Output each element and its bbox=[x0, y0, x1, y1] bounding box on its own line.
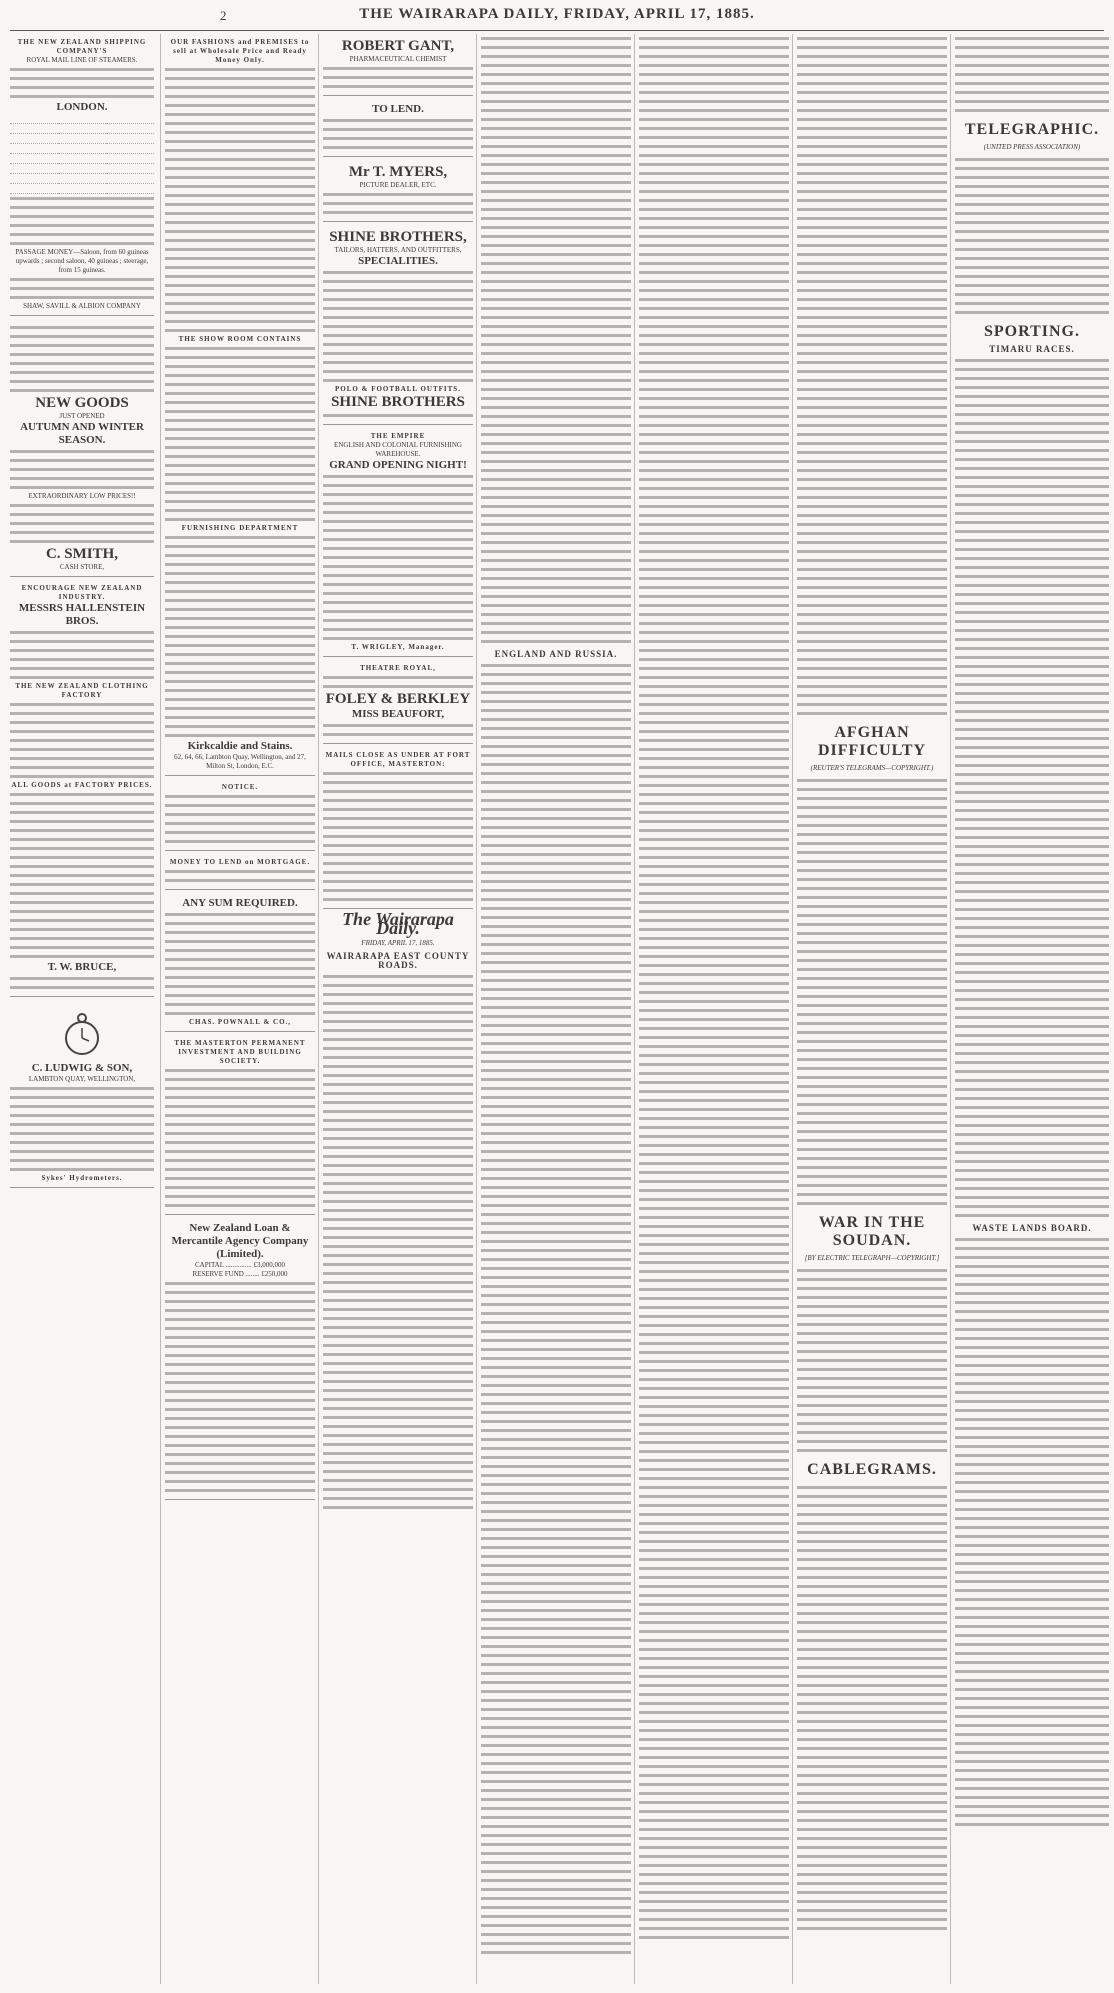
text-block bbox=[323, 721, 473, 739]
mails-heading: MAILS CLOSE AS UNDER AT FORT OFFICE, MASTERTON: bbox=[325, 751, 471, 768]
column-4 bbox=[476, 34, 631, 1984]
theatre-ad bbox=[323, 660, 473, 744]
text-block bbox=[165, 910, 315, 1018]
text-block bbox=[323, 472, 473, 643]
cablegrams-heading: CABLEGRAMS. bbox=[807, 1461, 937, 1478]
sporting-heading: SPORTING. bbox=[983, 323, 1080, 340]
text-block bbox=[10, 501, 154, 546]
text-block bbox=[10, 323, 154, 395]
text-block bbox=[323, 190, 473, 217]
england-russia-heading: ENGLAND AND RUSSIA. bbox=[494, 649, 618, 659]
shipping-ad bbox=[10, 34, 154, 316]
polo-heading: POLO & FOOTBALL OUTFITS. bbox=[335, 385, 461, 393]
wrigley-manager: T. WRIGLEY, Manager. bbox=[351, 643, 445, 651]
article-text bbox=[955, 1235, 1109, 1829]
myers-subtitle: PICTURE DEALER, ETC. bbox=[359, 181, 437, 189]
page-number: 2 bbox=[220, 8, 227, 23]
agents: SHAW, SAVILL & ALBION COMPANY bbox=[23, 302, 141, 310]
encourage-heading: ENCOURAGE NEW ZEALAND INDUSTRY. bbox=[21, 584, 143, 601]
telegraphic-subheading: (UNITED PRESS ASSOCIATION) bbox=[983, 143, 1081, 151]
war-heading: WAR IN THE SOUDAN. bbox=[818, 1214, 926, 1249]
grand-opening: GRAND OPENING NIGHT! bbox=[329, 459, 467, 471]
ludwig-name: C. LUDWIG & SON, bbox=[31, 1062, 133, 1074]
text-block bbox=[165, 792, 315, 846]
smith-title: C. SMITH, bbox=[45, 546, 119, 562]
empire-ad bbox=[323, 428, 473, 657]
text-block bbox=[165, 344, 315, 524]
shine-name-2: SHINE BROTHERS bbox=[331, 394, 465, 410]
empire-heading: THE EMPIRE bbox=[370, 432, 426, 440]
text-block bbox=[323, 268, 473, 385]
column-6 bbox=[792, 34, 947, 1984]
text-block bbox=[10, 628, 154, 682]
chas-pownall: CHAS. POWNALL & CO., bbox=[188, 1018, 292, 1026]
notice-heading: NOTICE. bbox=[221, 783, 259, 791]
text-block bbox=[10, 790, 154, 961]
text-block bbox=[165, 867, 315, 885]
fashions-heading: OUR FASHIONS and PREMISES to sell at Wholesale Price and Ready Money Only. bbox=[170, 38, 310, 64]
text-block bbox=[10, 275, 154, 302]
text-block bbox=[165, 1279, 315, 1495]
text-block bbox=[323, 64, 473, 91]
afghan-subheading: (REUTER'S TELEGRAMS—COPYRIGHT.) bbox=[810, 764, 934, 772]
investment-heading: THE MASTERTON PERMANENT INVESTMENT AND BUILDING SOCIETY. bbox=[174, 1039, 306, 1065]
reserve-fund: RESERVE FUND ........ £250,000 bbox=[192, 1270, 288, 1278]
myers-ad bbox=[323, 160, 473, 222]
any-sum-heading: ANY SUM REQUIRED. bbox=[182, 897, 298, 909]
telegraphic-heading: TELEGRAPHIC. bbox=[964, 121, 1100, 138]
text-block bbox=[10, 447, 154, 492]
masthead-rule bbox=[10, 30, 1104, 31]
column-3 bbox=[318, 34, 473, 1984]
text-block bbox=[10, 974, 154, 992]
article-text bbox=[639, 34, 789, 1942]
specialities: SPECIALITIES. bbox=[358, 255, 438, 267]
ludwig-address: LAMBTON QUAY, WELLINGTON, bbox=[28, 1075, 136, 1083]
to-lend-heading: TO LEND. bbox=[372, 103, 424, 115]
furnishing-heading: FURNISHING DEPARTMENT bbox=[181, 524, 299, 532]
theatre-heading: THEATRE ROYAL, bbox=[360, 664, 436, 672]
article-text bbox=[955, 34, 1109, 115]
afghan-heading: AFGHAN DIFFICULTY bbox=[817, 724, 927, 759]
shine-subtitle: TAILORS, HATTERS, AND OUTFITTERS, bbox=[334, 246, 462, 254]
sykes-hydrometers: Sykes' Hydrometers. bbox=[41, 1174, 123, 1182]
column-5 bbox=[634, 34, 789, 1984]
shine-name: SHINE BROTHERS, bbox=[329, 229, 467, 245]
hallenstein-ad bbox=[10, 580, 154, 997]
column-1 bbox=[10, 34, 154, 1984]
editorial-date: FRIDAY, APRIL 17, 1885. bbox=[361, 939, 435, 947]
shipping-subheading: ROYAL MAIL LINE OF STEAMERS. bbox=[26, 56, 138, 64]
text-block bbox=[323, 116, 473, 152]
text-block bbox=[323, 769, 473, 904]
article-text bbox=[481, 34, 631, 646]
article-text bbox=[955, 155, 1109, 317]
miss-beaufort: MISS BEAUFORT, bbox=[351, 708, 445, 720]
editorial-text bbox=[323, 972, 473, 1512]
gant-subtitle: PHARMACEUTICAL CHEMIST bbox=[349, 55, 447, 63]
smith-subtitle: CASH STORE, bbox=[59, 563, 105, 571]
money-lend-heading: MONEY TO LEND on MORTGAGE. bbox=[169, 858, 311, 866]
kirkcaldie-name: Kirkcaldie and Stains. bbox=[187, 740, 293, 752]
ludwig-ad bbox=[10, 1000, 154, 1188]
investment-ad bbox=[165, 1035, 315, 1215]
text-block bbox=[10, 194, 154, 248]
loan-agency-ad bbox=[165, 1218, 315, 1500]
new-goods-subtitle: JUST OPENED bbox=[59, 412, 105, 420]
pocket-watch-icon bbox=[62, 1008, 102, 1058]
season: AUTUMN AND WINTER SEASON. bbox=[20, 421, 144, 446]
new-goods-ad bbox=[10, 319, 154, 577]
article-text bbox=[481, 661, 631, 1957]
capital: CAPITAL ............... £3,000,000 bbox=[195, 1261, 285, 1269]
low-prices: EXTRAORDINARY LOW PRICES!! bbox=[28, 492, 136, 500]
text-block bbox=[165, 533, 315, 740]
show-room-heading: THE SHOW ROOM CONTAINS bbox=[178, 335, 302, 343]
article-text bbox=[797, 1266, 947, 1455]
bruce-name: T. W. BRUCE, bbox=[47, 961, 117, 973]
sailing-table bbox=[10, 114, 154, 194]
loan-heading: New Zealand Loan & Mercantile Agency Company (Limited). bbox=[171, 1222, 309, 1260]
waste-lands-heading: WASTE LANDS BOARD. bbox=[972, 1223, 1092, 1233]
kirkcaldie-address: 62, 64, 66, Lambton Quay, Wellington, and 27, Milton St, London, E.C. bbox=[174, 753, 306, 770]
myers-name: Mr T. MYERS, bbox=[348, 164, 448, 180]
money-lend-ad bbox=[165, 854, 315, 890]
text-block bbox=[10, 1084, 154, 1174]
editorial-heading: WAIRARAPA EAST COUNTY ROADS. bbox=[326, 951, 470, 970]
shipping-city: LONDON. bbox=[56, 101, 108, 113]
text-block bbox=[165, 65, 315, 335]
article-text bbox=[797, 1483, 947, 1933]
article-text bbox=[797, 34, 947, 718]
shipping-heading: THE NEW ZEALAND SHIPPING COMPANY'S bbox=[17, 38, 147, 55]
gant-ad bbox=[323, 34, 473, 96]
war-subheading: [BY ELECTRIC TELEGRAPH—COPYRIGHT.] bbox=[804, 1254, 940, 1262]
article-text bbox=[797, 776, 947, 1208]
notice-ad bbox=[165, 779, 315, 851]
empire-subtitle: ENGLISH AND COLONIAL FURNISHING WAREHOUSE. bbox=[334, 441, 462, 458]
newspaper-title: THE WAIRARAPA DAILY, FRIDAY, APRIL 17, 1885. bbox=[359, 6, 755, 22]
to-lend-ad bbox=[323, 99, 473, 157]
editorial-title: The Wairarapa Daily. bbox=[342, 909, 454, 938]
passage-money: PASSAGE MONEY—Saloon, from 60 guineas upwards ; second saloon, 40 guineas ; steerage, from 15 guineas. bbox=[15, 248, 149, 274]
text-block bbox=[10, 65, 154, 101]
factory-prices: ALL GOODS at FACTORY PRICES. bbox=[11, 781, 153, 789]
any-sum-ad bbox=[165, 893, 315, 1032]
new-goods-title: NEW GOODS bbox=[35, 395, 129, 411]
shine-ad bbox=[323, 225, 473, 425]
column-7 bbox=[950, 34, 1109, 1984]
gant-name: ROBERT GANT, bbox=[341, 38, 455, 54]
text-block bbox=[323, 673, 473, 691]
clothing-factory: THE NEW ZEALAND CLOTHING FACTORY bbox=[15, 682, 149, 699]
hallenstein-name: MESSRS HALLENSTEIN BROS. bbox=[18, 602, 146, 627]
timaru-heading: TIMARU RACES. bbox=[989, 344, 1075, 354]
article-text bbox=[955, 356, 1109, 1220]
masthead bbox=[0, 6, 1114, 28]
mails-ad bbox=[323, 747, 473, 909]
text-block bbox=[10, 700, 154, 781]
foley-berkley: FOLEY & BERKLEY bbox=[325, 691, 471, 707]
text-block bbox=[165, 1066, 315, 1210]
column-2 bbox=[160, 34, 315, 1984]
fashions-ad bbox=[165, 34, 315, 776]
text-block bbox=[323, 411, 473, 420]
